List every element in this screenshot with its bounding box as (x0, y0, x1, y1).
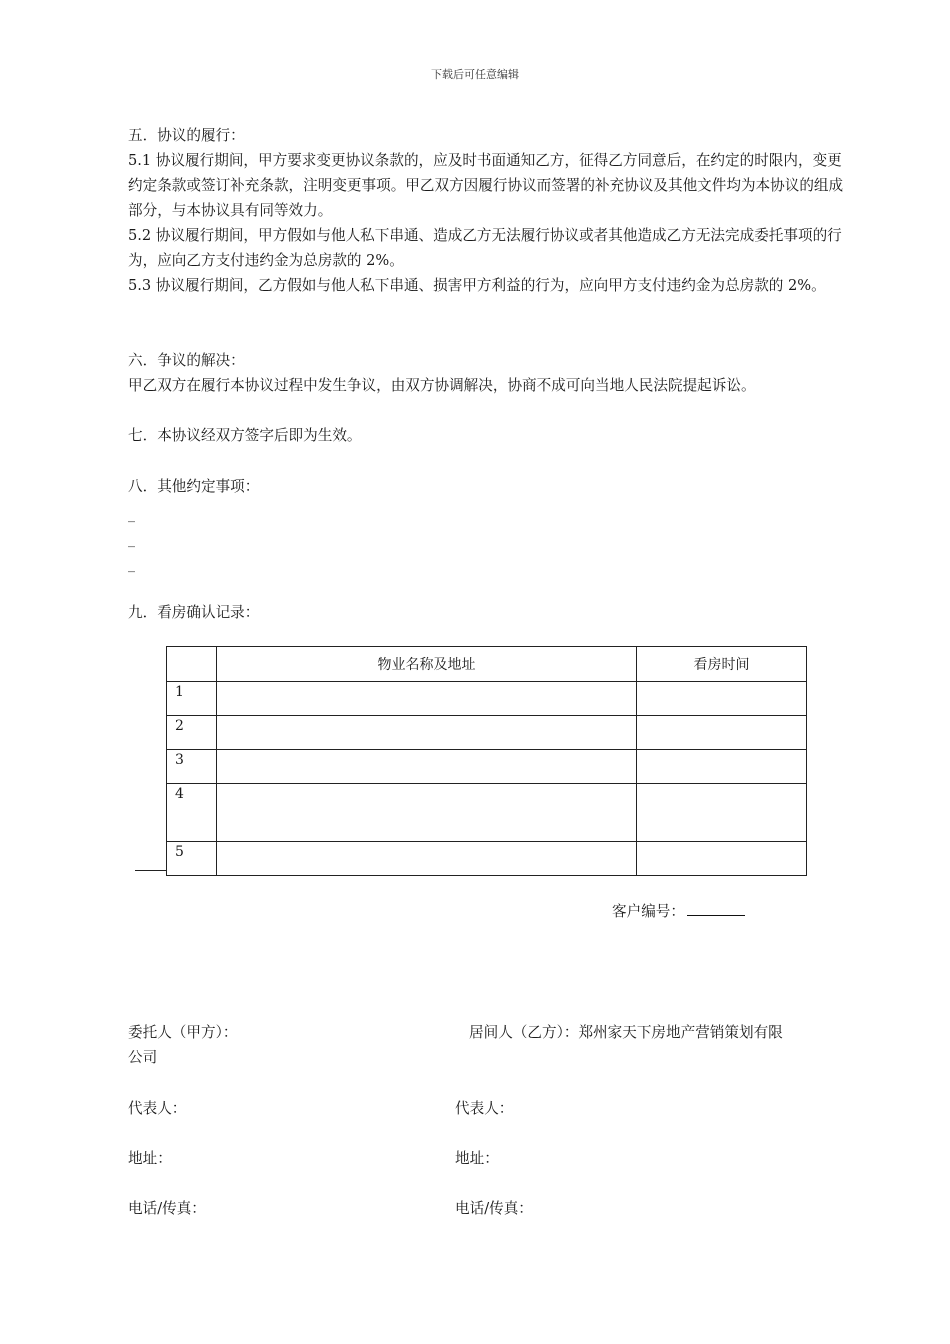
time-cell[interactable] (637, 682, 807, 716)
party-a-label: 委托人（甲方）： (128, 1024, 238, 1041)
property-cell[interactable] (217, 750, 637, 784)
clause-5-1: 5.1 协议履行期间，甲方要求变更协议条款的，应及时书面通知乙方，征得乙方同意后，在约定的时限内，变更约定条款或签订补充条款，注明变更事项。甲乙双方因履行协议而签署的补充协议及其他文件均为本协议的组成部分，与本协议具有同等效力。 (128, 152, 844, 219)
section-8-heading: 八．其他约定事项： (128, 478, 260, 495)
time-cell[interactable] (637, 842, 807, 876)
section-6-text: 甲乙双方在履行本协议过程中发生争议，由双方协调解决，协商不成可向当地人民法院提起诉讼。 (128, 377, 756, 394)
header-cell-index (167, 647, 217, 682)
table-row (167, 750, 807, 784)
table-row (167, 784, 807, 842)
tel-b-label: 电话/传真： (455, 1200, 533, 1217)
section-6-heading: 六．争议的解决： (128, 352, 245, 369)
addr-a-label: 地址： (128, 1150, 172, 1167)
property-cell[interactable] (217, 716, 637, 750)
time-cell[interactable] (637, 750, 807, 784)
time-cell[interactable] (637, 716, 807, 750)
row-index: 2 (167, 716, 217, 750)
customer-number-label: 客户编号： (612, 903, 685, 920)
party-b-label-cont: 公司 (128, 1049, 158, 1066)
table-underline-rule (135, 870, 167, 871)
page-header: 下载后可任意编辑 (431, 68, 519, 81)
blank-line: _ (128, 507, 135, 523)
property-cell[interactable] (217, 842, 637, 876)
row-index: 1 (167, 682, 217, 716)
viewing-record-table (166, 646, 807, 876)
clause-5-3: 5.3 协议履行期间，乙方假如与他人私下串通、损害甲方利益的行为，应向甲方支付违约金为总房款的 2%。 (128, 277, 826, 294)
tel-a-label: 电话/传真： (128, 1200, 206, 1217)
table-row (167, 682, 807, 716)
time-cell[interactable] (637, 784, 807, 842)
property-cell[interactable] (217, 682, 637, 716)
rep-a-label: 代表人： (128, 1100, 187, 1117)
addr-b-label: 地址： (455, 1150, 499, 1167)
row-index: 5 (167, 842, 217, 876)
property-cell[interactable] (217, 784, 637, 842)
section-7-text: 七．本协议经双方签字后即为生效。 (128, 427, 362, 444)
table-row (167, 716, 807, 750)
customer-number-field[interactable] (687, 901, 745, 916)
row-index: 3 (167, 750, 217, 784)
section-5-heading: 五．协议的履行： (128, 127, 245, 144)
rep-b-label: 代表人： (455, 1100, 514, 1117)
table-row (167, 842, 807, 876)
party-b-label: 居间人（乙方）：郑州家天下房地产营销策划有限 (469, 1024, 783, 1041)
blank-line: _ (128, 532, 135, 548)
header-cell-property: 物业名称及地址 (217, 647, 637, 682)
header-cell-time: 看房时间 (637, 647, 807, 682)
table-header-row (167, 647, 807, 682)
row-index: 4 (167, 784, 217, 842)
customer-number (612, 900, 745, 921)
clause-5-2: 5.2 协议履行期间，甲方假如与他人私下串通、造成乙方无法履行协议或者其他造成乙方无法完成委托事项的行为，应向乙方支付违约金为总房款的 2%。 (128, 227, 842, 269)
blank-line: _ (128, 557, 135, 573)
section-5 (128, 123, 848, 298)
section-9-heading: 九．看房确认记录： (128, 604, 260, 621)
